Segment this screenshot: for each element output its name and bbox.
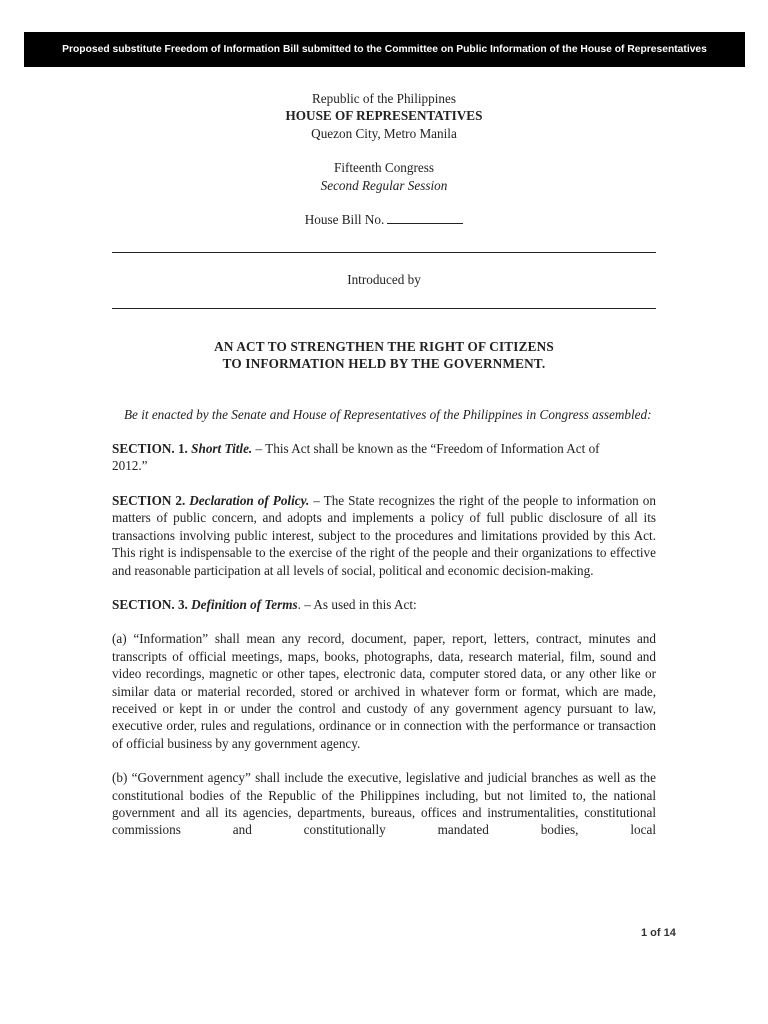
document-page <box>112 90 656 839</box>
section-2-heading: Declaration of Policy. <box>189 492 310 508</box>
header-banner <box>24 32 745 67</box>
bill-number-line <box>112 211 656 228</box>
section-3-text: . – As used in this Act: <box>297 596 417 612</box>
session-line: Second Regular Session <box>320 177 448 193</box>
house-line: HOUSE OF REPRESENTATIVES <box>285 108 483 124</box>
section-1-label: SECTION. 1. <box>112 441 188 457</box>
section-1-heading: Short Title. <box>191 441 253 457</box>
introduced-by: Introduced by <box>347 272 421 288</box>
republic-line: Republic of the Philippines <box>312 91 456 106</box>
section-3-label: SECTION. 3. <box>112 596 188 612</box>
definition-b: (b) “Government agency” shall include the executive, legislative and judicial branches as well as the constitutional bodies of the Republic of the Philippines including, but not limited to, the national government and all its agencies, departments, bureaus, offices and instrumentalities, constitutional commissions and constitutionally mandated bodies, local <box>112 770 656 838</box>
page-number: 1 of 14 <box>641 927 676 939</box>
section-2 <box>112 492 656 579</box>
section-1-text: – This Act shall be known as the “Freedom of Information Act of 2012.” <box>112 441 600 474</box>
city-line: Quezon City, Metro Manila <box>311 125 457 141</box>
definition-a: (a) “Information” shall mean any record, document, paper, report, letters, contract, minutes and transcripts of official meetings, maps, books, photographs, data, research material, film, sound and video recordings, magnetic or other tapes, electronic data, computer stored data, or any other like or similar data or material recorded, stored or archived in whatever form or format, which are made, received or kept in or under the control and custody of any government agency pursuant to law, executive order, rules and regulations, ordinance or in connection with the performance or transaction of official business by any government agency. <box>112 631 656 751</box>
bill-number-blank <box>387 211 463 224</box>
congress-line: Fifteenth Congress <box>334 160 434 176</box>
act-title-line-1: AN ACT TO STRENGTHEN THE RIGHT OF CITIZENS <box>214 338 554 354</box>
section-2-text: – The State recognizes the right of the people to information on matters of public concern, and adopts and implements a policy of full public disclosure of all its transactions involving public interest, subject to the procedures and limitations provided by this Act. This right is indispensable to the exercise of the right of the people and their organizations to effective and reasonable participation at all levels of social, political and economic decision-making. <box>112 492 656 578</box>
act-title-line-2: TO INFORMATION HELD BY THE GOVERNMENT. <box>222 356 546 372</box>
section-3-heading: Definition of Terms <box>191 596 298 612</box>
section-3 <box>112 596 656 613</box>
section-2-label: SECTION 2. <box>112 492 186 508</box>
bill-label: House Bill No. <box>304 212 385 228</box>
section-1 <box>112 440 656 475</box>
enacting-clause: Be it enacted by the Senate and House of Representatives of the Philippines in Congress assembled: <box>124 406 652 422</box>
banner-text: Proposed substitute Freedom of Information Bill submitted to the Committee on Public Information of the House of Representatives <box>62 44 707 55</box>
